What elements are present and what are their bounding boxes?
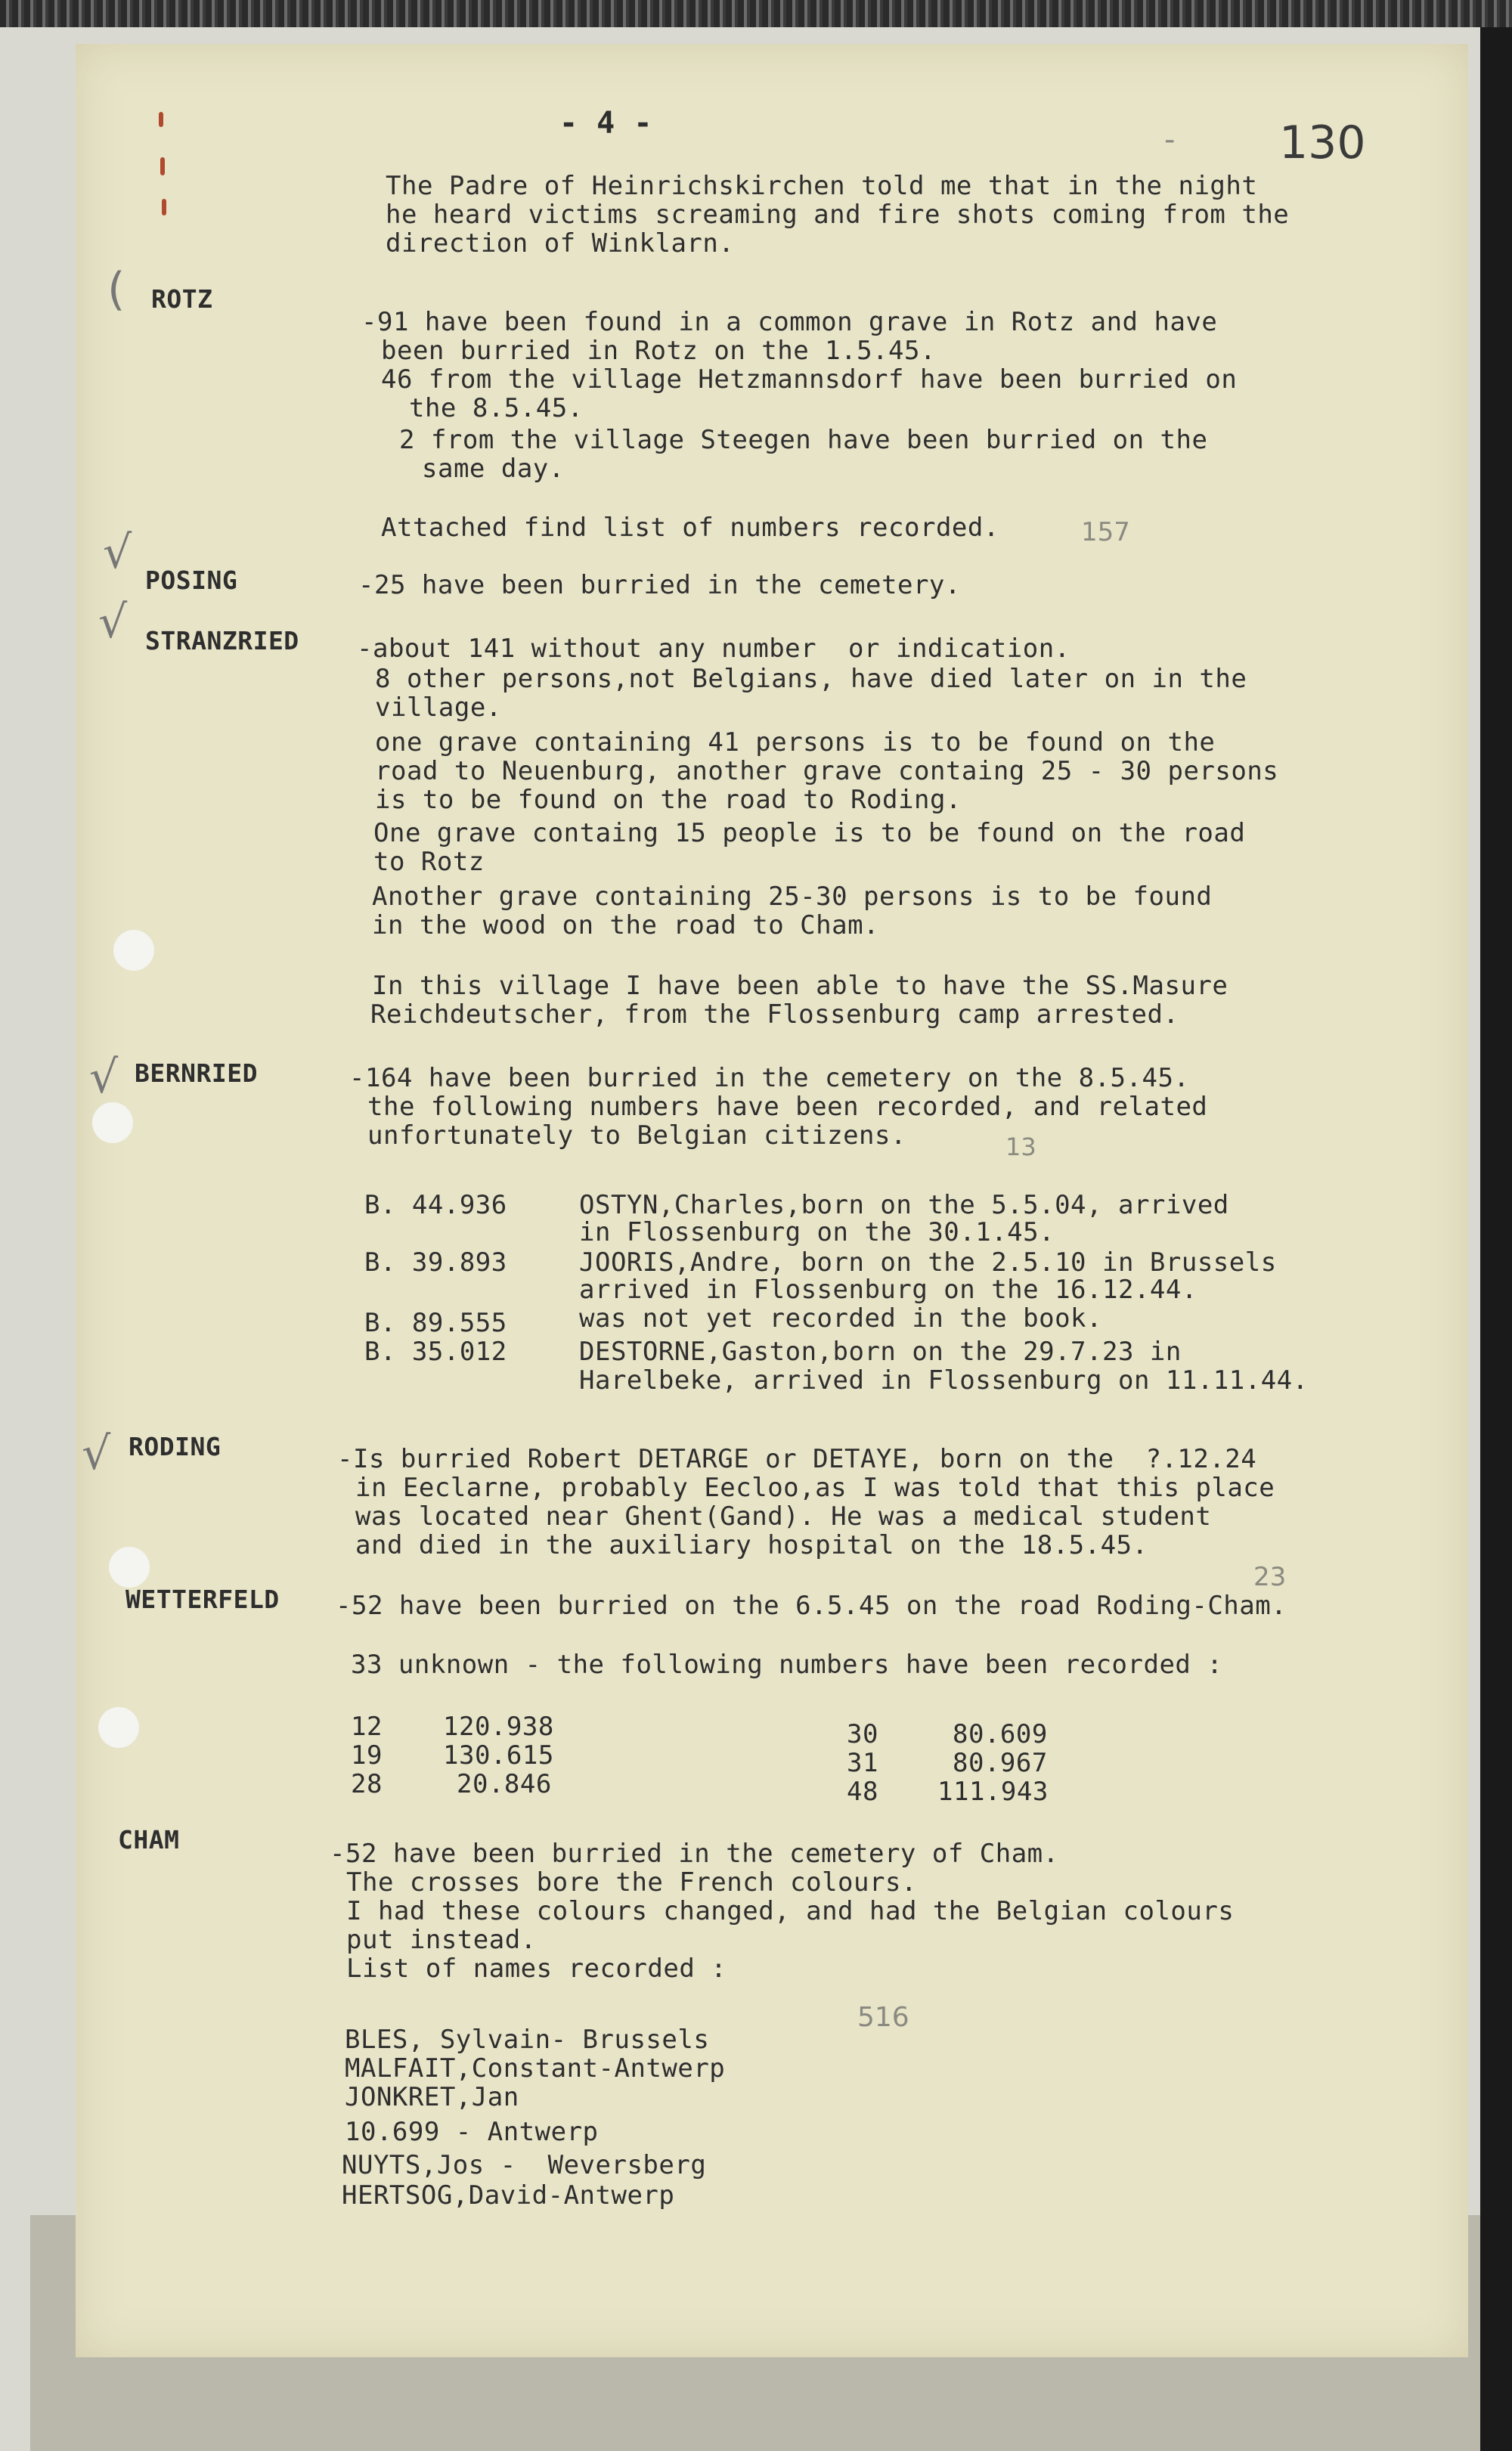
- handwritten-note: 516: [857, 2002, 909, 2033]
- recorded-index: 31: [847, 1748, 878, 1778]
- check-mark: √: [98, 596, 128, 649]
- rotz-line: Attached find list of numbers recorded.: [381, 513, 999, 543]
- recorded-index: 28: [351, 1769, 383, 1799]
- punch-hole: [113, 930, 154, 971]
- stranzried-line: 8 other persons,not Belgians, have died later on in the: [375, 664, 1247, 694]
- section-label-cham: CHAM: [118, 1825, 180, 1855]
- section-label-bernried: BERNRIED: [135, 1058, 258, 1088]
- wetterfeld-line: -52 have been burried on the 6.5.45 on the road Roding-Cham.: [336, 1591, 1287, 1621]
- rotz-line: -91 have been found in a common grave in Rotz and have: [361, 307, 1218, 337]
- check-mark: √: [82, 1427, 111, 1480]
- cham-line: -52 have been burried in the cemetery of Cham.: [330, 1839, 1059, 1869]
- punch-hole: [109, 1547, 150, 1588]
- cham-name: 10.699 - Antwerp: [345, 2117, 599, 2147]
- bernried-line: -164 have been burried in the cemetery on the 8.5.45.: [349, 1063, 1190, 1093]
- check-mark: (: [107, 263, 125, 316]
- record-text: was not yet recorded in the book.: [579, 1303, 1103, 1334]
- recorded-number: 130.615: [443, 1740, 554, 1771]
- handwritten-note: 13: [1005, 1133, 1036, 1161]
- page-number: - 4 -: [559, 106, 652, 141]
- punch-hole: [98, 1707, 139, 1748]
- stranzried-line: -about 141 without any number or indication.: [357, 634, 1070, 664]
- handwritten-note: 23: [1253, 1562, 1287, 1592]
- posing-line: -25 have been burried in the cemetery.: [358, 570, 961, 600]
- roding-line: in Eeclarne, probably Eecloo,as I was told that this place: [355, 1473, 1275, 1503]
- recorded-number: 120.938: [443, 1712, 554, 1742]
- stranzried-line: one grave containing 41 persons is to be found on the: [375, 727, 1216, 758]
- binder-strip: [0, 0, 1512, 27]
- cham-name: NUYTS,Jos - Weversberg: [342, 2150, 707, 2180]
- staple-mark: [160, 157, 165, 175]
- recorded-index: 30: [847, 1719, 878, 1749]
- rotz-line: 46 from the village Hetzmannsdorf have been burried on: [381, 364, 1238, 395]
- recorded-index: 19: [351, 1740, 383, 1771]
- section-label-posing: POSING: [145, 565, 238, 595]
- roding-line: and died in the auxiliary hospital on the 18.5.45.: [355, 1530, 1148, 1560]
- recorded-number: 20.846: [457, 1769, 552, 1799]
- stranzried-line: is to be found on the road to Roding.: [375, 785, 962, 815]
- staple-mark: [159, 112, 163, 127]
- stranzried-line: in the wood on the road to Cham.: [372, 910, 880, 940]
- check-mark: √: [103, 526, 132, 579]
- roding-line: -Is burried Robert DETARGE or DETAYE, born on the ?.12.24: [337, 1444, 1257, 1474]
- section-label-roding: RODING: [129, 1432, 222, 1461]
- cham-name: BLES, Sylvain- Brussels: [345, 2025, 710, 2055]
- record-number: B. 35.012: [364, 1337, 507, 1367]
- stranzried-line: In this village I have been able to have the SS.Masure: [372, 971, 1228, 1001]
- recorded-number: 80.609: [953, 1719, 1048, 1749]
- stranzried-line: village.: [375, 693, 502, 723]
- rotz-line: same day.: [422, 454, 565, 484]
- record-text: JOORIS,Andre, born on the 2.5.10 in Brussels: [579, 1247, 1277, 1278]
- rotz-line: been burried in Rotz on the 1.5.45.: [381, 336, 936, 366]
- bernried-line: the following numbers have been recorded, and related: [367, 1092, 1208, 1122]
- cham-line: put instead.: [346, 1925, 537, 1955]
- cham-line: The crosses bore the French colours.: [346, 1867, 917, 1898]
- rotz-line: 2 from the village Steegen have been burried on the: [399, 425, 1208, 455]
- recorded-number: 80.967: [953, 1748, 1048, 1778]
- intro-line: he heard victims screaming and fire shots coming from the: [386, 200, 1290, 230]
- stranzried-line: Another grave containing 25-30 persons is to be found: [372, 882, 1213, 912]
- record-text: in Flossenburg on the 30.1.45.: [579, 1217, 1055, 1247]
- record-text: arrived in Flossenburg on the 16.12.44.: [579, 1275, 1198, 1305]
- cham-name: JONKRET,Jan: [345, 2082, 519, 2112]
- record-number: B. 44.936: [364, 1190, 507, 1220]
- recorded-number: 111.943: [937, 1777, 1049, 1807]
- handwritten-note: 157: [1081, 517, 1130, 547]
- cham-name: HERTSOG,David-Antwerp: [342, 2180, 675, 2211]
- cham-line: List of names recorded :: [346, 1954, 727, 1984]
- check-mark: √: [89, 1051, 119, 1104]
- recorded-index: 48: [847, 1777, 878, 1807]
- cham-name: MALFAIT,Constant-Antwerp: [345, 2053, 726, 2084]
- rotz-line: the 8.5.45.: [393, 393, 584, 423]
- stranzried-line: Reichdeutscher, from the Flossenburg camp arrested.: [370, 999, 1179, 1030]
- record-text: DESTORNE,Gaston,born on the 29.7.23 in: [579, 1337, 1182, 1367]
- document-page: [76, 44, 1468, 2357]
- section-label-rotz: ROTZ: [151, 284, 213, 314]
- bernried-line: unfortunately to Belgian citizens.: [367, 1120, 906, 1151]
- section-label-wetterfeld: WETTERFELD: [125, 1585, 280, 1614]
- record-text: OSTYN,Charles,born on the 5.5.04, arrived: [579, 1190, 1229, 1220]
- stranzried-line: to Rotz: [373, 847, 485, 877]
- recorded-index: 12: [351, 1712, 383, 1742]
- stranzried-line: One grave containg 15 people is to be found on the road: [373, 818, 1246, 848]
- cham-line: I had these colours changed, and had the Belgian colours: [346, 1896, 1235, 1926]
- record-number: B. 89.555: [364, 1308, 507, 1338]
- wetterfeld-line: 33 unknown - the following numbers have been recorded :: [351, 1650, 1223, 1680]
- staple-mark: [162, 199, 166, 215]
- archive-number: 130: [1279, 116, 1366, 169]
- stranzried-line: road to Neuenburg, another grave containg 25 - 30 persons: [375, 756, 1279, 786]
- punch-hole: [92, 1102, 133, 1143]
- intro-line: direction of Winklarn.: [386, 228, 735, 259]
- section-label-stranzried: STRANZRIED: [145, 626, 299, 655]
- intro-line: The Padre of Heinrichskirchen told me that in the night: [386, 171, 1258, 201]
- archive-dash: -: [1164, 122, 1176, 157]
- record-text: Harelbeke, arrived in Flossenburg on 11.11.44.: [579, 1365, 1309, 1396]
- record-number: B. 39.893: [364, 1247, 507, 1278]
- roding-line: was located near Ghent(Gand). He was a medical student: [355, 1501, 1212, 1532]
